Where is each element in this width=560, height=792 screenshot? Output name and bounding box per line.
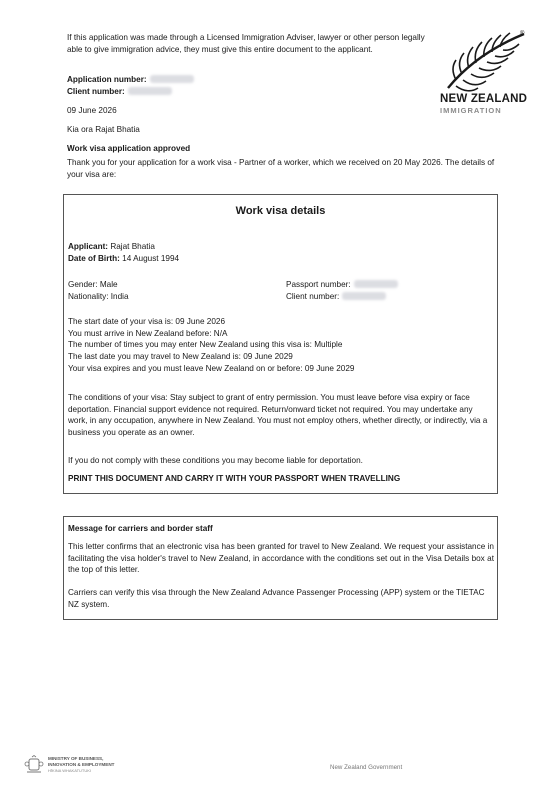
visa-dates-list [68,316,493,374]
application-number-label: Application number: [67,75,147,84]
letter-date: 09 June 2026 [67,106,117,115]
approval-text: Thank you for your application for a work visa - Partner of a worker, which we received on 20 May 2026. The details of your visa are: [67,158,495,179]
logo-text-immigration: IMMIGRATION [440,106,502,115]
visa-detail-line: You must arrive in New Zealand before: N/A [68,328,228,338]
ministry-footer [48,756,114,773]
ministry-line: INNOVATION & EMPLOYMENT [48,761,115,767]
carriers-title: Message for carriers and border staff [68,524,213,533]
ministry-line: MINISTRY OF BUSINESS, [48,756,104,761]
nz-government-footer: New Zealand Government [330,764,403,771]
coat-of-arms-icon [24,755,44,775]
dob-label: Date of Birth: [68,254,120,263]
redacted-application-number [150,75,194,83]
redacted-client-number [128,87,172,95]
deportation-warning: If you do not comply with these conditions you may become liable for deportation. [68,456,363,465]
ministry-line: HĪKINA WHAKATUTUKI [48,767,92,773]
carriers-paragraph-1: This letter confirms that an electronic visa has been granted for travel to New Zealand. We request your assistance in facilitating the visa holder's travel to New Zealand, in accordance with the conditions set out in the Visa Details box at the top of this letter. [68,542,494,575]
applicant-row [68,241,155,253]
application-number-row [67,74,194,86]
passport-number-label: Passport number: [286,280,351,289]
carriers-paragraph-2: Carriers can verify this visa through the New Zealand Advance Passenger Processing (APP) system or the TIETAC NZ system. [68,588,485,609]
dob-row [68,253,179,265]
redacted-passport-number [354,280,398,288]
logo-text-new-zealand: NEW ZEALAND [440,93,528,105]
details-client-number-label: Client number: [286,292,340,301]
redacted-details-client-number [342,292,386,300]
applicant-name: Rajat Bhatia [110,242,155,251]
client-number-row [67,86,172,98]
visa-detail-line: The number of times you may enter New Zealand using this visa is: Multiple [68,340,343,350]
adviser-notice: If this application was made through a Licensed Immigration Adviser, lawyer or other person legally able to give immigration advice, they must give this entire document to the applicant. [67,33,425,54]
dob-value: 14 August 1994 [122,254,180,263]
visa-conditions: The conditions of your visa: Stay subject to grant of entry permission. You must leave before visa expiry or face deportation. Financial support evidence not required. Return/onward ticket not required. You may undertake any work, in any occupation, anywhere in New Zealand. You must not employ others, whether directly, or indirectly, via a business you operate as an owner. [68,393,488,437]
client-number-label: Client number: [67,87,125,96]
registered-mark: ® [520,31,525,37]
greeting: Kia ora Rajat Bhatia [67,125,140,134]
visa-detail-line: The last date you may travel to New Zealand is: 09 June 2029 [68,351,293,361]
print-notice: PRINT THIS DOCUMENT AND CARRY IT WITH YOUR PASSPORT WHEN TRAVELLING [68,474,401,483]
nationality: Nationality: India [68,292,129,301]
visa-detail-line: The start date of your visa is: 09 June 2026 [68,317,226,326]
visa-detail-line: Your visa expires and you must leave New Zealand on or before: 09 June 2029 [68,363,355,373]
passport-number-row [286,279,398,291]
carriers-message-box [63,516,498,620]
work-visa-details-box [63,194,498,494]
details-title: Work visa details [235,205,326,217]
applicant-label: Applicant: [68,242,109,251]
approval-title: Work visa application approved [67,144,191,153]
details-client-number-row [286,291,386,303]
gender: Gender: Male [68,280,118,289]
